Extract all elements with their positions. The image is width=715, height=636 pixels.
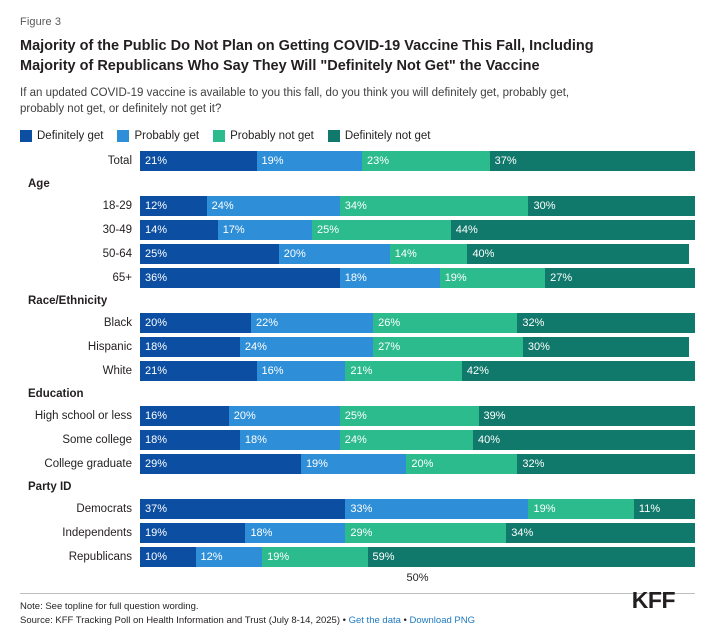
bar-segment: [490, 151, 695, 171]
row-category-label: Black: [103, 316, 132, 329]
bar-segment: [473, 430, 695, 450]
stacked-bar: [140, 244, 695, 264]
bar-segment: [140, 268, 340, 288]
bar-segment: [240, 430, 340, 450]
axis-tick-label: 50%: [406, 571, 429, 584]
row-category-label: Total: [107, 154, 132, 167]
bar-segment: [362, 151, 490, 171]
bar-value-label: 40%: [472, 247, 495, 260]
figure-label: Figure 3: [20, 16, 62, 28]
bar-value-label: 12%: [145, 199, 168, 212]
bar-segment: [207, 196, 340, 216]
stacked-bar: [140, 454, 695, 474]
stacked-bar: [140, 499, 695, 519]
bar-segment: [140, 547, 196, 567]
bar-segment: [240, 337, 373, 357]
bar-segment: [517, 313, 695, 333]
bar-segment: [257, 151, 362, 171]
bar-value-label: 19%: [267, 550, 290, 563]
bar-value-label: 42%: [466, 364, 489, 377]
bar-segment: [373, 313, 517, 333]
chart-row: [20, 267, 695, 289]
bar-value-label: 37%: [145, 502, 168, 515]
bar-value-label: 24%: [244, 340, 267, 353]
bar-value-label: 34%: [344, 199, 367, 212]
bar-value-label: 21%: [145, 154, 168, 167]
bar-segment: [140, 220, 218, 240]
bar-segment: [140, 454, 301, 474]
footnote: Note: See topline for full question wording.: [20, 601, 199, 612]
legend-label: Definitely not get: [344, 129, 431, 142]
bar-value-label: 44%: [455, 223, 478, 236]
stacked-bar: [140, 406, 695, 426]
bar-value-label: 21%: [145, 364, 168, 377]
group-header-label: Age: [28, 177, 50, 190]
chart-row: [20, 150, 695, 172]
group-header-row: [20, 384, 695, 404]
bar-value-label: 26%: [378, 316, 401, 329]
chart-row: [20, 453, 695, 475]
chart-row: [20, 522, 695, 544]
bar-segment: [140, 430, 240, 450]
stacked-bar: [140, 151, 695, 171]
row-category-label: 50-64: [102, 247, 132, 260]
legend-item: [213, 130, 314, 142]
source-line: [20, 615, 695, 626]
chart-legend: [20, 130, 695, 142]
bar-value-label: 18%: [244, 433, 267, 446]
bar-value-label: 19%: [444, 271, 467, 284]
stacked-bar: [140, 196, 695, 216]
bar-value-label: 20%: [283, 247, 306, 260]
stacked-bar: [140, 523, 695, 543]
bar-segment: [634, 499, 695, 519]
bar-value-label: 20%: [145, 316, 168, 329]
legend-item: [328, 130, 431, 142]
bar-segment: [406, 454, 517, 474]
bar-value-label: 27%: [378, 340, 401, 353]
bar-value-label: 33%: [350, 502, 373, 515]
bar-value-label: 10%: [145, 550, 168, 563]
bar-segment: [251, 313, 373, 333]
bar-value-label: 19%: [305, 457, 328, 470]
legend-swatch-icon: [20, 130, 32, 142]
bar-value-label: 14%: [145, 223, 168, 236]
bar-value-label: 16%: [261, 364, 284, 377]
chart-row: [20, 243, 695, 265]
chart-plot-area: [20, 150, 695, 568]
bar-value-label: 21%: [350, 364, 373, 377]
source-separator-2: •: [403, 615, 407, 626]
bar-value-label: 12%: [200, 550, 223, 563]
bar-segment: [506, 523, 695, 543]
row-category-label: 65+: [112, 271, 132, 284]
bar-segment: [528, 196, 695, 216]
bar-value-label: 11%: [638, 502, 661, 515]
bar-value-label: 19%: [533, 502, 556, 515]
bar-segment: [523, 337, 690, 357]
bar-value-label: 30%: [533, 199, 556, 212]
bar-segment: [467, 244, 689, 264]
bar-segment: [479, 406, 695, 426]
bar-segment: [462, 361, 695, 381]
source-text: Source: KFF Tracking Poll on Health Information and Trust (July 8-14, 2025): [20, 615, 340, 626]
chart-row: [20, 498, 695, 520]
row-category-label: Republicans: [68, 550, 132, 563]
group-header-row: [20, 477, 695, 497]
group-header-label: Race/Ethnicity: [28, 294, 108, 307]
group-header-row: [20, 291, 695, 311]
bar-segment: [340, 406, 479, 426]
download-png-link[interactable]: Download PNG: [409, 615, 475, 626]
bar-value-label: 27%: [550, 271, 573, 284]
bar-segment: [373, 337, 523, 357]
legend-swatch-icon: [213, 130, 225, 142]
legend-item: [117, 130, 199, 142]
bar-segment: [229, 406, 340, 426]
bar-segment: [517, 454, 695, 474]
row-category-label: 30-49: [102, 223, 132, 236]
bar-segment: [140, 151, 257, 171]
bar-value-label: 20%: [233, 409, 256, 422]
row-category-label: 18-29: [102, 199, 132, 212]
bar-value-label: 17%: [222, 223, 245, 236]
row-category-label: High school or less: [34, 409, 132, 422]
bar-segment: [368, 547, 695, 567]
stacked-bar: [140, 337, 695, 357]
bar-value-label: 24%: [211, 199, 234, 212]
get-the-data-link[interactable]: Get the data: [348, 615, 401, 626]
stacked-bar: [140, 220, 695, 240]
group-header-label: Party ID: [28, 480, 72, 493]
bar-value-label: 30%: [527, 340, 550, 353]
bar-value-label: 25%: [344, 409, 367, 422]
bar-segment: [140, 361, 257, 381]
bar-value-label: 19%: [261, 154, 284, 167]
chart-row: [20, 195, 695, 217]
bar-segment: [345, 523, 506, 543]
bar-value-label: 39%: [483, 409, 506, 422]
bar-segment: [257, 361, 346, 381]
bar-value-label: 18%: [145, 433, 168, 446]
bar-value-label: 16%: [145, 409, 168, 422]
row-category-label: Democrats: [76, 502, 132, 515]
legend-label: Definitely get: [37, 129, 104, 142]
row-category-label: Hispanic: [87, 340, 132, 353]
bar-value-label: 29%: [350, 526, 373, 539]
bar-segment: [451, 220, 695, 240]
legend-item: [20, 130, 103, 142]
bar-segment: [312, 220, 451, 240]
bar-value-label: 29%: [145, 457, 168, 470]
legend-label: Probably not get: [230, 129, 314, 142]
legend-swatch-icon: [117, 130, 129, 142]
bar-segment: [345, 361, 462, 381]
bar-segment: [140, 523, 245, 543]
bar-segment: [528, 499, 633, 519]
source-separator-1: •: [342, 615, 346, 626]
bar-value-label: 25%: [317, 223, 340, 236]
bar-value-label: 14%: [394, 247, 417, 260]
chart-row: [20, 405, 695, 427]
bar-segment: [140, 244, 279, 264]
bar-segment: [140, 499, 345, 519]
group-header-row: [20, 174, 695, 194]
bar-segment: [218, 220, 312, 240]
chart-row: [20, 312, 695, 334]
bar-value-label: 18%: [250, 526, 273, 539]
bar-value-label: 20%: [411, 457, 434, 470]
footer: [20, 587, 695, 626]
row-category-label: College graduate: [44, 457, 132, 470]
stacked-bar: [140, 313, 695, 333]
bar-segment: [140, 337, 240, 357]
bar-segment: [340, 430, 473, 450]
bar-value-label: 18%: [145, 340, 168, 353]
row-category-label: Independents: [62, 526, 132, 539]
chart-row: [20, 219, 695, 241]
bar-segment: [545, 268, 695, 288]
bar-segment: [140, 313, 251, 333]
chart-row: [20, 546, 695, 568]
bar-value-label: 34%: [511, 526, 534, 539]
bar-value-label: 22%: [256, 316, 279, 329]
bar-value-label: 32%: [522, 316, 545, 329]
bar-value-label: 24%: [344, 433, 367, 446]
bar-segment: [196, 547, 263, 567]
group-header-label: Education: [28, 387, 84, 400]
bar-value-label: 59%: [372, 550, 395, 563]
row-category-label: White: [102, 364, 132, 377]
bar-segment: [440, 268, 545, 288]
kff-logo: KFF: [631, 587, 675, 613]
bar-value-label: 36%: [145, 271, 168, 284]
chart-row: [20, 360, 695, 382]
stacked-bar: [140, 268, 695, 288]
bar-segment: [345, 499, 528, 519]
bar-value-label: 23%: [366, 154, 390, 167]
bar-segment: [390, 244, 468, 264]
stacked-bar: [140, 547, 695, 567]
bar-segment: [140, 196, 207, 216]
bar-value-label: 25%: [145, 247, 168, 260]
chart-row: [20, 336, 695, 358]
stacked-bar: [140, 361, 695, 381]
chart-row: [20, 429, 695, 451]
bar-segment: [340, 196, 529, 216]
bar-segment: [245, 523, 345, 543]
bar-segment: [301, 454, 406, 474]
bar-segment: [340, 268, 440, 288]
bar-segment: [262, 547, 367, 567]
stacked-bar: [140, 430, 695, 450]
row-category-label: Some college: [62, 433, 132, 446]
bar-value-label: 19%: [145, 526, 168, 539]
bar-value-label: 40%: [477, 433, 500, 446]
bar-value-label: 32%: [522, 457, 545, 470]
bar-segment: [140, 406, 229, 426]
bar-value-label: 37%: [494, 154, 517, 167]
question-text: If an updated COVID-19 vaccine is available to you this fall, do you think you will definitely get, probably get, probably not get, or definitely not get it?: [20, 87, 570, 115]
page-title: Majority of the Public Do Not Plan on Getting COVID-19 Vaccine This Fall, Including Majority of Republicans Who Say They Will "Definitely Not Get" the Vaccine: [20, 38, 594, 74]
legend-swatch-icon: [328, 130, 340, 142]
bar-value-label: 18%: [344, 271, 367, 284]
bar-segment: [279, 244, 390, 264]
legend-label: Probably get: [134, 129, 200, 142]
